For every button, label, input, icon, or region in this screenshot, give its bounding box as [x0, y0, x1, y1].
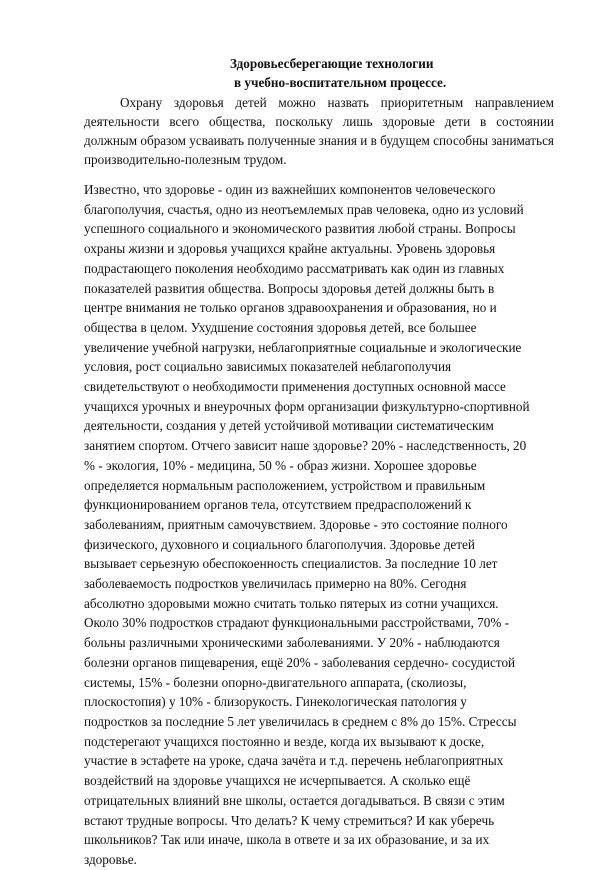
body-line: здоровье. [84, 851, 137, 867]
body-line: встают трудные вопросы. Что делать? К чему стремиться? И как уберечь [84, 812, 495, 828]
body-line: центре внимания не только органов здравоохранения и образования, но и [84, 300, 497, 316]
title-line-1: Здоровьесберегающие технологии [230, 56, 434, 71]
body-line: деятельности, создания у детей устойчивой мотивации систематическим [84, 418, 494, 434]
body-line: подстерегают учащихся постоянно и везде, когда их вызывают к доске, [84, 733, 485, 749]
body-line: охраны жизни и здоровья учащихся крайне актуальны. Уровень здоровья [84, 241, 496, 257]
body-line: плоскостопия) у 10% - близорукость. Гинекологическая патология у [84, 694, 467, 710]
intro-paragraph: Охрану здоровья детей можно назвать приоритетным направлением деятельности всего общества, поскольку лишь здоровые дети в состоянии должным образом усваивать полученные знания и в будущем способны заниматься производительно-полезным трудом. [84, 95, 554, 167]
body-line: больны различными хроническими заболеваниями. У 20% - наблюдаются [84, 635, 500, 651]
body-line: Около 30% подростков страдают функциональными расстройствами, 70% - [84, 615, 510, 631]
body-line: увеличение учебной нагрузки, неблагоприятные социальные и экологические [84, 339, 522, 355]
body-line: показателей развития общества. Вопросы здоровья детей должны быть в [84, 280, 495, 296]
body-line: физического, духовного и социального благополучия. Здоровье детей [84, 536, 475, 552]
body-line: % - экология, 10% - медицина, 50 % - образ жизни. Хорошее здоровье [84, 457, 477, 473]
body-line: участие в эстафете на уроке, сдача зачёта и т.д. перечень неблагоприятных [84, 753, 504, 769]
body-line: определяется нормальным расположением, устройством и правильным [84, 477, 486, 493]
body-line: подростков за последние 5 лет увеличилась в среднем с 8% до 15%. Стрессы [84, 713, 517, 729]
body-line: абсолютно здоровыми можно считать только пятерых из сотни учащихся. [84, 595, 499, 611]
body-line: болезни органов пищеварения, ещё 20% - заболевания сердечно- сосудистой [84, 654, 516, 670]
body-line: успешного социального и экономического развития любой страны. Вопросы [84, 221, 516, 237]
body-line: отрицательных влияний вне школы, остается догадываться. В связи с этим [84, 792, 505, 808]
body-line: занятием спортом. Отчего зависит наше здоровье? 20% - наследственность, 20 [84, 438, 527, 454]
body-line: общества в целом. Ухудшение состояния здоровья детей, все большее [84, 319, 477, 335]
body-line: вызывает серьезную обеспокоенность специалистов. За последние 10 лет [84, 556, 498, 572]
body-line: системы, 15% - болезни опорно-двигательного аппарата, (сколиозы, [84, 674, 467, 690]
body-line: свидетельствуют о необходимости применения доступных основной массе [84, 379, 506, 395]
title-line-2: в учебно-воспитательном процессе. [234, 75, 447, 90]
body-line: Известно, что здоровье - один из важнейших компонентов человеческого [84, 182, 496, 197]
body-line: воздействий на здоровье учащихся не исчерпывается. А сколько ещё [84, 773, 471, 789]
body-line: благополучия, счастья, одно из неотъемлемых прав человека, одно из условий [84, 201, 524, 217]
body-line: функционированием органов тела, отсутствием предрасположений к [84, 497, 472, 513]
body-line: подрастающего поколения необходимо рассматривать как один из главных [84, 260, 505, 276]
body-line: условия, рост социально зависимых показателей неблагополучия [84, 359, 452, 375]
body-line: заболеваемость подростков увеличилась примерно на 80%. Сегодня [84, 576, 467, 592]
body-line: школьников? Так или иначе, школа в ответе и за их образование, и за их [84, 832, 490, 848]
body-line: заболеваниям, приятным самочувствием. Здоровье - это состояние полного [84, 516, 508, 532]
document-title [230, 54, 530, 92]
body-paragraph [84, 180, 544, 870]
body-line: учащихся урочных и внеурочных форм организации физкультурно-спортивной [84, 398, 530, 414]
